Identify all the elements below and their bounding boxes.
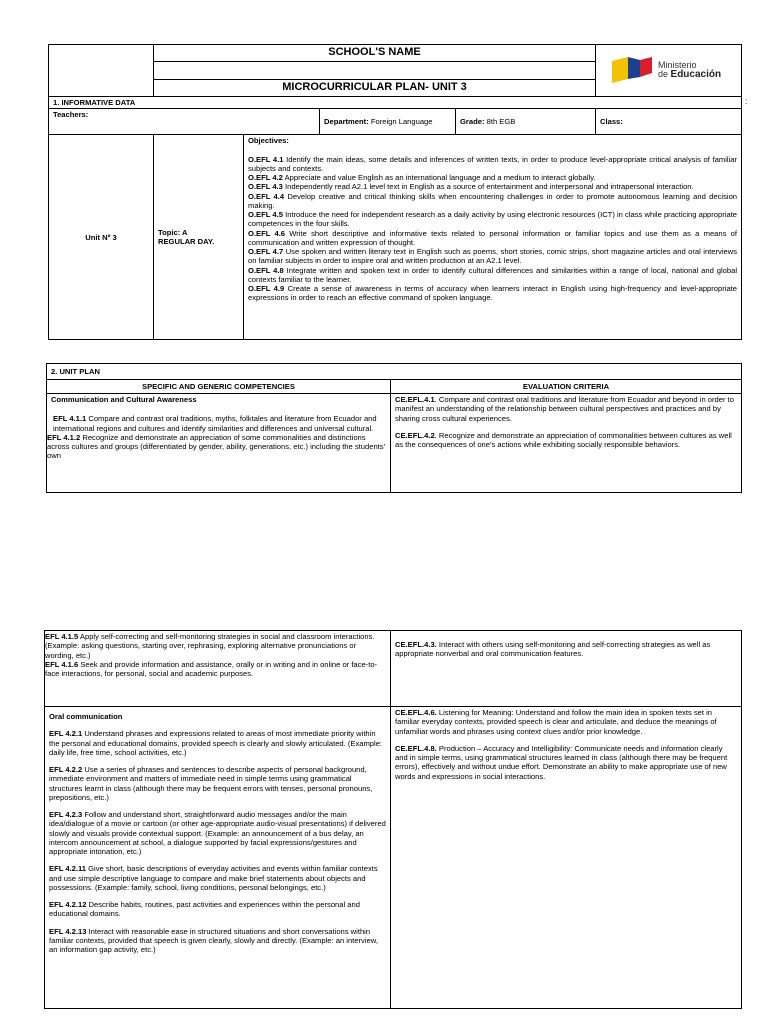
oral-communication-cell xyxy=(45,707,391,1009)
objective-item: O.EFL 4.7 Use spoken and written literary text in English such as poems, short stories, comic strips, short magazine articles and oral interviews on familiar subjects in order to inspire oral and written production at an A2.1 level. xyxy=(248,247,738,266)
efl-4-1-1: EFL 4.1.1 Compare and contrast oral traditions, myths, folktales and literature from Ecuador and international regions and cultures and identify similarities and differences and universal cultural. xyxy=(53,414,377,433)
ce-4-6: CE.EFL.4.6. Listening for Meaning: Understand and follow the main idea in spoken texts set in familiar everyday contexts, provided speech is clear and articulate, and deduce the meanings of unfamiliar words and phrases using context clues and/or prior knowledge. xyxy=(395,708,717,736)
logo-line-2-prefix: de xyxy=(658,68,671,79)
oral-criteria-cell xyxy=(391,707,742,1009)
grade-cell xyxy=(456,109,596,135)
logo-line-2-strong: Educación xyxy=(670,68,722,80)
topic-line-2: REGULAR DAY. xyxy=(158,237,215,247)
school-name: SCHOOL'S NAME xyxy=(154,45,596,62)
objective-item: O.EFL 4.5 Introduce the need for independent research as a daily activity by using electronic resources (ICT) in class while practicing appropriate competences in the four skills. xyxy=(248,210,738,229)
oral-item: EFL 4.2.3 Follow and understand short, straightforward audio messages and/or the main idea/dialogue of a movie or cartoon (or other age-appropriate audio-visual presentations) if delivered slowly and visuals provide contextual support. (Example: an announcement of a bus delay, an intercom announcement at school, a dialogue supported by facial expressions/gestures and appropriate intonation, etc.) xyxy=(49,810,386,856)
plan-title: MICROCURRICULAR PLAN- UNIT 3 xyxy=(154,80,596,97)
header-informative-table xyxy=(48,44,742,340)
efl-4-1-5-6-cell xyxy=(45,631,391,707)
ce-4-2: CE.EFL.4.2. Recognize and demonstrate an appreciation of commonalities between cultures as well as the consequences of one's actions while exhibiting socially responsible behaviors. xyxy=(395,430,732,449)
unit-plan-table xyxy=(46,363,742,493)
objective-item: O.EFL 4.2 Appreciate and value English as an international language and a medium to interact globally. xyxy=(248,173,596,182)
class-label: Class: xyxy=(596,109,742,135)
objective-item: O.EFL 4.6 Write short descriptive and informative texts related to personal information or familiar topics and use them as a means of communication and written expression of thought. xyxy=(248,228,738,247)
topic-cell xyxy=(154,135,244,340)
objective-item: O.EFL 4.9 Create a sense of awareness in terms of accuracy when learners interact in English using high-frequency and level-appropriate expressions in order to reach an effective command of spoken language. xyxy=(248,284,738,303)
topic-line-1: Topic: A xyxy=(158,228,188,237)
competencies-column-header: SPECIFIC AND GENERIC COMPETENCIES xyxy=(47,380,391,394)
objective-item: O.EFL 4.1 Identify the main ideas, some details and inferences of written texts, in order to produce level-appropriate critical analysis of familiar subjects and contexts. xyxy=(248,154,738,173)
oral-item: EFL 4.2.1 Understand phrases and expressions related to areas of most immediate priority within the personal and educational domains, provided speech is clearly and slowly articulated. (Example: daily life, free time, school activities, etc.) xyxy=(49,729,383,757)
ce-4-3-cell xyxy=(391,631,742,707)
grade-label: Grade: xyxy=(460,117,485,127)
objectives-label: Objectives: xyxy=(248,136,289,146)
objective-item: O.EFL 4.3 Independently read A2.1 level text in English as a source of entertainment and interpersonal and intrapersonal interaction. xyxy=(248,182,694,192)
informative-section-title: 1. INFORMATIVE DATA xyxy=(49,97,742,109)
department-cell xyxy=(320,109,456,135)
ce-4-8: CE.EFL.4.8. Production – Accuracy and Intelligibility: Communicate needs and information clearly and in simple terms, using grammatical structures learned in class (although there may be frequent errors), effectively and without undue effort. Demonstrate an ability to make appropriate use of new words and expressions in social interactions. xyxy=(395,743,728,781)
efl-4-1-5: EFL 4.1.5 Apply self-correcting and self-monitoring strategies in social and classroom interactions. (Example: asking questions, starting over, rephrasing, exploring alternative pronunciations or wording, etc.) xyxy=(45,632,375,660)
department-value: Foreign Language xyxy=(370,117,433,127)
unit-plan-section-title: 2. UNIT PLAN xyxy=(47,364,742,380)
unit-label: Unit Nº 3 xyxy=(49,135,154,340)
criteria-column-header: EVALUATION CRITERIA xyxy=(391,380,742,394)
header-blank-cell xyxy=(49,45,154,97)
grade-value: 8th EGB xyxy=(486,117,516,127)
oral-item: EFL 4.2.12 Describe habits, routines, past activities and experiences within the personal and educational domains. xyxy=(49,900,360,919)
ministry-logo xyxy=(596,45,742,97)
criteria-cell xyxy=(391,394,742,493)
header-empty-row xyxy=(154,62,596,80)
efl-4-1-6: EFL 4.1.6 Seek and provide information and assistance, orally or in writing and in online or face-to-face interactions, for personal, social and academic purposes. xyxy=(45,659,378,678)
objective-item: O.EFL 4.8 Integrate written and spoken text in order to identify cultural differences and similarities within a range of local, national and global contexts familiar to the learner. xyxy=(248,265,738,284)
objectives-cell xyxy=(244,135,742,340)
comm-heading: Communication and Cultural Awareness xyxy=(51,395,197,404)
continuation-table xyxy=(44,630,742,1009)
ce-4-3-code: CE.EFL.4.3. xyxy=(395,640,437,649)
ministry-flag-logo-icon xyxy=(610,55,654,87)
oral-item: EFL 4.2.11 Give short, basic descriptions of everyday activities and events within familiar contexts and use simple descriptive language to compare and make brief statements about objects and possessions. (Example: family, school, living conditions, personal belongings, etc.) xyxy=(49,864,378,892)
oral-item: EFL 4.2.2 Use a series of phrases and sentences to describe aspects of personal background, immediate environment and matters of immediate need in simple terms using grammatical structures learnt in class (although there may be frequent errors with tenses, personal pronouns, prepositions, etc.) xyxy=(49,765,373,802)
objectives-list xyxy=(248,155,737,303)
ce-4-1: CE.EFL.4.1. Compare and contrast oral traditions and literature from Ecuador and beyond in order to manifest an understanding of the relationship between cultural perspectives and practices and by sharing cross cultural experiences. xyxy=(395,395,734,423)
logo-line-1: Ministerio xyxy=(658,59,697,70)
objective-item: O.EFL 4.4 Develop creative and critical thinking skills when encountering challenges in order to promote autonomous learning and decision making. xyxy=(248,191,738,210)
efl-4-1-2: EFL 4.1.2 Recognize and demonstrate an appreciation of some commonalities and distinctions across cultures and groups (differentiated by gender, ability, generations, etc.) including the students' own xyxy=(47,432,386,461)
ce-4-3-text: Interact with others using self-monitoring and self-correcting strategies as well as appropriate nonverbal and oral communication features. xyxy=(395,640,711,659)
department-label: Department: xyxy=(324,117,369,127)
side-mark: : xyxy=(745,97,748,106)
teachers-label: Teachers: xyxy=(49,109,320,135)
competencies-cell xyxy=(47,394,391,493)
oral-item: EFL 4.2.13 Interact with reasonable ease in structured situations and short conversations within familiar contexts, provided that speech is given clearly, slowly and directly. (Example: an interview, an information gap activity, etc.) xyxy=(49,926,378,954)
oral-heading: Oral communication xyxy=(49,712,123,721)
